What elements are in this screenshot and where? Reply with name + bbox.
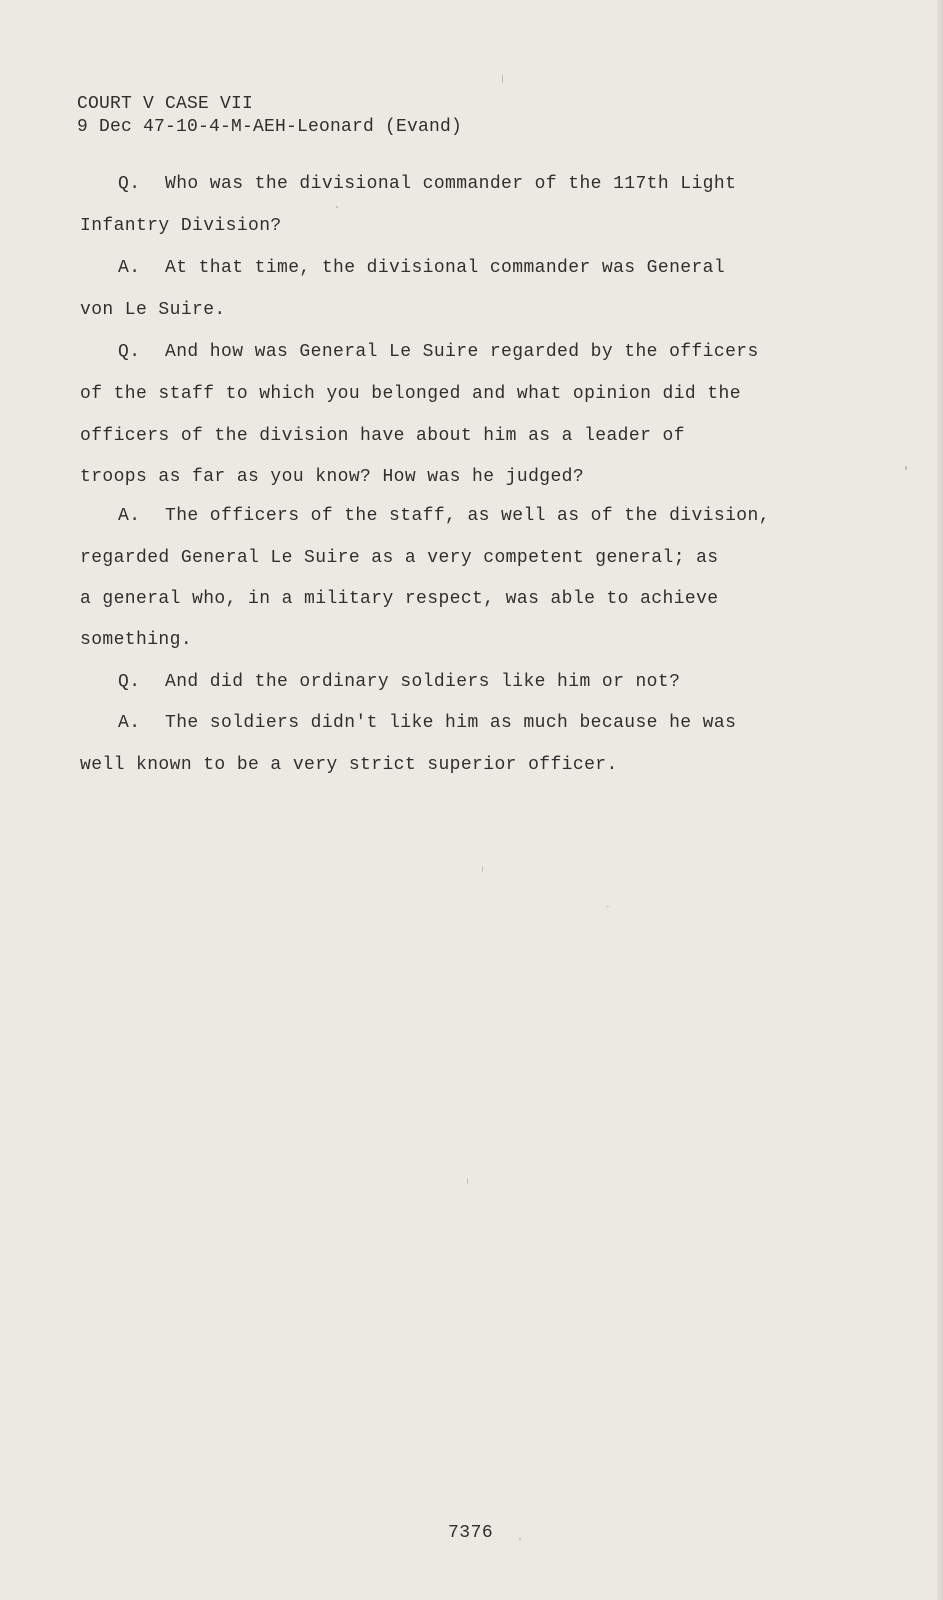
question-text: And did the ordinary soldiers like him or not? [165, 672, 681, 692]
question-line [118, 340, 759, 364]
question-text: Who was the divisional commander of the 117th Light [165, 174, 737, 194]
paper-speck [482, 866, 483, 872]
question-text: And how was General Le Suire regarded by the officers [165, 342, 759, 362]
question-text-continued: Infantry Division? [80, 216, 282, 236]
answer-label: A. [118, 506, 141, 526]
court-case-header: COURT V CASE VII [77, 94, 254, 114]
page-edge [937, 0, 943, 1600]
question-label: Q. [118, 174, 141, 194]
answer-label: A. [118, 258, 141, 278]
paper-speck [336, 206, 338, 208]
answer-text: The soldiers didn't like him as much because he was [165, 713, 737, 733]
answer-text-continued: well known to be a very strict superior officer. [80, 755, 618, 775]
answer-text-continued: something. [80, 630, 193, 650]
question-text-continued: of the staff to which you belonged and what opinion did the [80, 384, 741, 404]
answer-text: At that time, the divisional commander was General [165, 258, 726, 278]
answer-line [118, 256, 725, 280]
answer-label: A. [118, 713, 141, 733]
answer-text-continued: regarded General Le Suire as a very competent general; as [80, 548, 719, 568]
answer-line [118, 711, 736, 735]
page-number: 7376 [448, 1523, 494, 1543]
question-label: Q. [118, 672, 141, 692]
answer-text-continued: von Le Suire. [80, 300, 226, 320]
paper-speck [502, 74, 503, 84]
question-line [118, 670, 680, 694]
paper-speck [467, 1178, 468, 1184]
question-line [118, 172, 736, 196]
question-text-continued: troops as far as you know? How was he judged? [80, 467, 585, 487]
paper-speck [519, 1538, 521, 1540]
answer-text-continued: a general who, in a military respect, was able to achieve [80, 589, 719, 609]
paper-speck [606, 906, 609, 907]
answer-line [118, 504, 770, 528]
question-label: Q. [118, 342, 141, 362]
paper-speck [905, 466, 907, 470]
question-text-continued: officers of the division have about him as a leader of [80, 426, 685, 446]
answer-text: The officers of the staff, as well as of the division, [165, 506, 770, 526]
session-reference: 9 Dec 47-10-4-M-AEH-Leonard (Evand) [77, 117, 463, 137]
